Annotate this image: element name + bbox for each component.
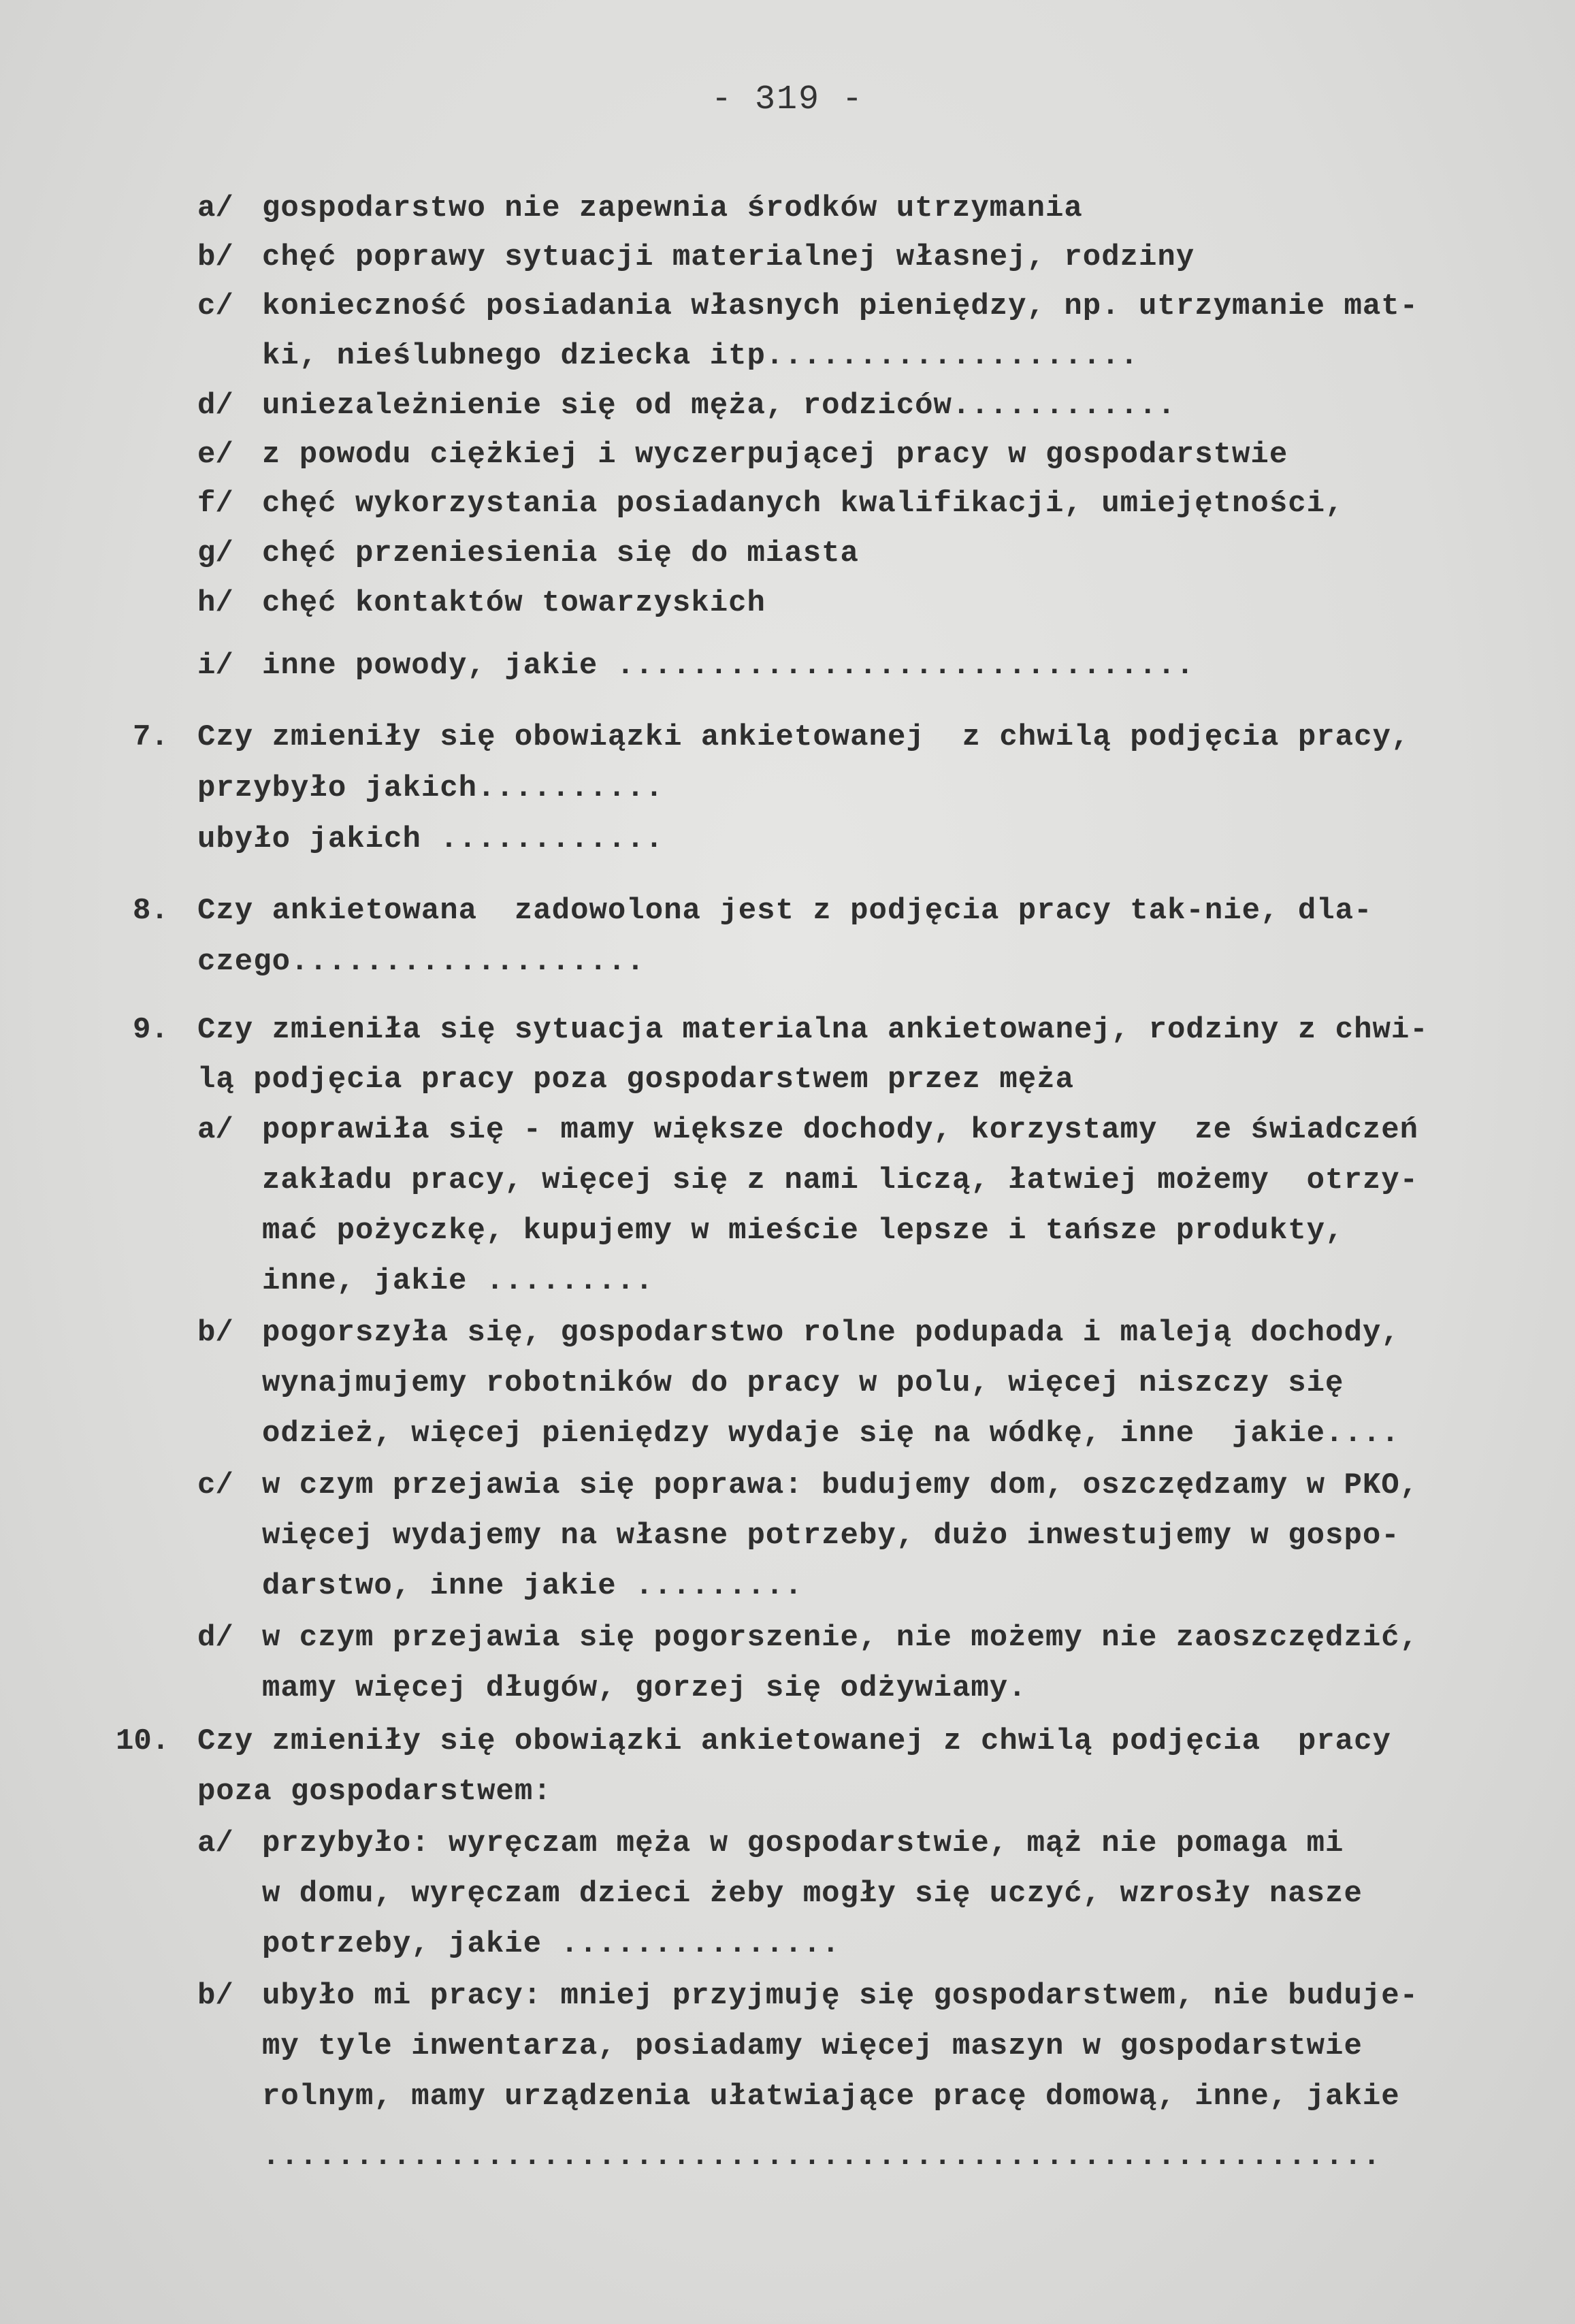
- list-item: chęć przeniesienia się do miasta: [262, 536, 859, 570]
- list-item: gospodarstwo nie zapewnia środków utrzymania: [262, 191, 1083, 225]
- question-text: ubyło jakich ............: [197, 822, 664, 856]
- question-text: lą podjęcia pracy poza gospodarstwem przez męża: [197, 1063, 1075, 1097]
- option-text: potrzeby, jakie ...............: [262, 1927, 841, 1961]
- list-label: c/: [197, 289, 233, 323]
- option-text: rolnym, mamy urządzenia ułatwiające pracę domową, inne, jakie: [262, 2080, 1400, 2114]
- option-text: darstwo, inne jakie .........: [262, 1569, 803, 1603]
- list-label: b/: [197, 240, 233, 274]
- list-label: d/: [197, 389, 233, 423]
- question-number: 7.: [133, 720, 169, 754]
- option-text: więcej wydajemy na własne potrzeby, dużo inwestujemy w gospo-: [262, 1519, 1400, 1553]
- option-label: b/: [197, 1979, 233, 2013]
- option-text: ubyło mi pracy: mniej przyjmuję się gospodarstwem, nie buduje-: [262, 1979, 1419, 2013]
- list-item: chęć kontaktów towarzyskich: [262, 586, 766, 620]
- list-label: i/: [197, 649, 233, 683]
- option-text: odzież, więcej pieniędzy wydaje się na wódkę, inne jakie....: [262, 1417, 1400, 1451]
- option-label: a/: [197, 1113, 233, 1147]
- question-text: poza gospodarstwem:: [197, 1775, 552, 1809]
- list-item: konieczność posiadania własnych pieniędzy, np. utrzymanie mat-: [262, 289, 1419, 323]
- question-text: Czy ankietowana zadowolona jest z podjęcia pracy tak-nie, dla-: [197, 894, 1373, 928]
- option-text: w czym przejawia się poprawa: budujemy dom, oszczędzamy w PKO,: [262, 1468, 1419, 1502]
- question-text: Czy zmieniły się obowiązki ankietowanej z chwilą podjęcia pracy: [197, 1724, 1391, 1758]
- option-text: przybyło: wyręczam męża w gospodarstwie, mąż nie pomaga mi: [262, 1826, 1344, 1860]
- question-text: Czy zmieniła się sytuacja materialna ankietowanej, rodziny z chwi-: [197, 1013, 1429, 1047]
- list-label: f/: [197, 487, 233, 521]
- question-number: 10.: [116, 1724, 170, 1758]
- list-item: uniezależnienie się od męża, rodziców............: [262, 389, 1176, 423]
- question-number: 9.: [133, 1013, 169, 1047]
- option-label: a/: [197, 1826, 233, 1860]
- question-text: Czy zmieniły się obowiązki ankietowanej z chwilą podjęcia pracy,: [197, 720, 1410, 754]
- option-text: poprawiła się - mamy większe dochody, korzystamy ze świadczeń: [262, 1113, 1419, 1147]
- option-text: w czym przejawia się pogorszenie, nie możemy nie zaoszczędzić,: [262, 1621, 1419, 1655]
- option-label: b/: [197, 1316, 233, 1350]
- list-label: a/: [197, 191, 233, 225]
- question-text: czego...................: [197, 945, 645, 979]
- list-item: chęć poprawy sytuacji materialnej własnej, rodziny: [262, 240, 1195, 274]
- list-item: inne powody, jakie ...............................: [262, 649, 1195, 683]
- page-number: - 319 -: [711, 80, 864, 119]
- option-text: inne, jakie .........: [262, 1264, 654, 1298]
- question-text: przybyło jakich..........: [197, 771, 664, 805]
- option-text: w domu, wyręczam dzieci żeby mogły się uczyć, wzrosły nasze: [262, 1877, 1363, 1911]
- list-item-continuation: ki, nieślubnego dziecka itp....................: [262, 339, 1139, 373]
- list-item: chęć wykorzystania posiadanych kwalifikacji, umiejętności,: [262, 487, 1344, 521]
- option-text: wynajmujemy robotników do pracy w polu, więcej niszczy się: [262, 1366, 1344, 1400]
- list-item: z powodu ciężkiej i wyczerpującej pracy w gospodarstwie: [262, 438, 1288, 472]
- option-text: mać pożyczkę, kupujemy w mieście lepsze i tańsze produkty,: [262, 1214, 1344, 1248]
- dotted-answer-line: ............................................................: [262, 2140, 1382, 2174]
- list-label: g/: [197, 536, 233, 570]
- option-text: my tyle inwentarza, posiadamy więcej maszyn w gospodarstwie: [262, 2029, 1363, 2063]
- option-label: c/: [197, 1468, 233, 1502]
- option-label: d/: [197, 1621, 233, 1655]
- question-number: 8.: [133, 894, 169, 928]
- option-text: pogorszyła się, gospodarstwo rolne podupada i maleją dochody,: [262, 1316, 1400, 1350]
- list-label: h/: [197, 586, 233, 620]
- list-label: e/: [197, 438, 233, 472]
- option-text: mamy więcej długów, gorzej się odżywiamy.: [262, 1671, 1027, 1705]
- option-text: zakładu pracy, więcej się z nami liczą, łatwiej możemy otrzy-: [262, 1163, 1419, 1197]
